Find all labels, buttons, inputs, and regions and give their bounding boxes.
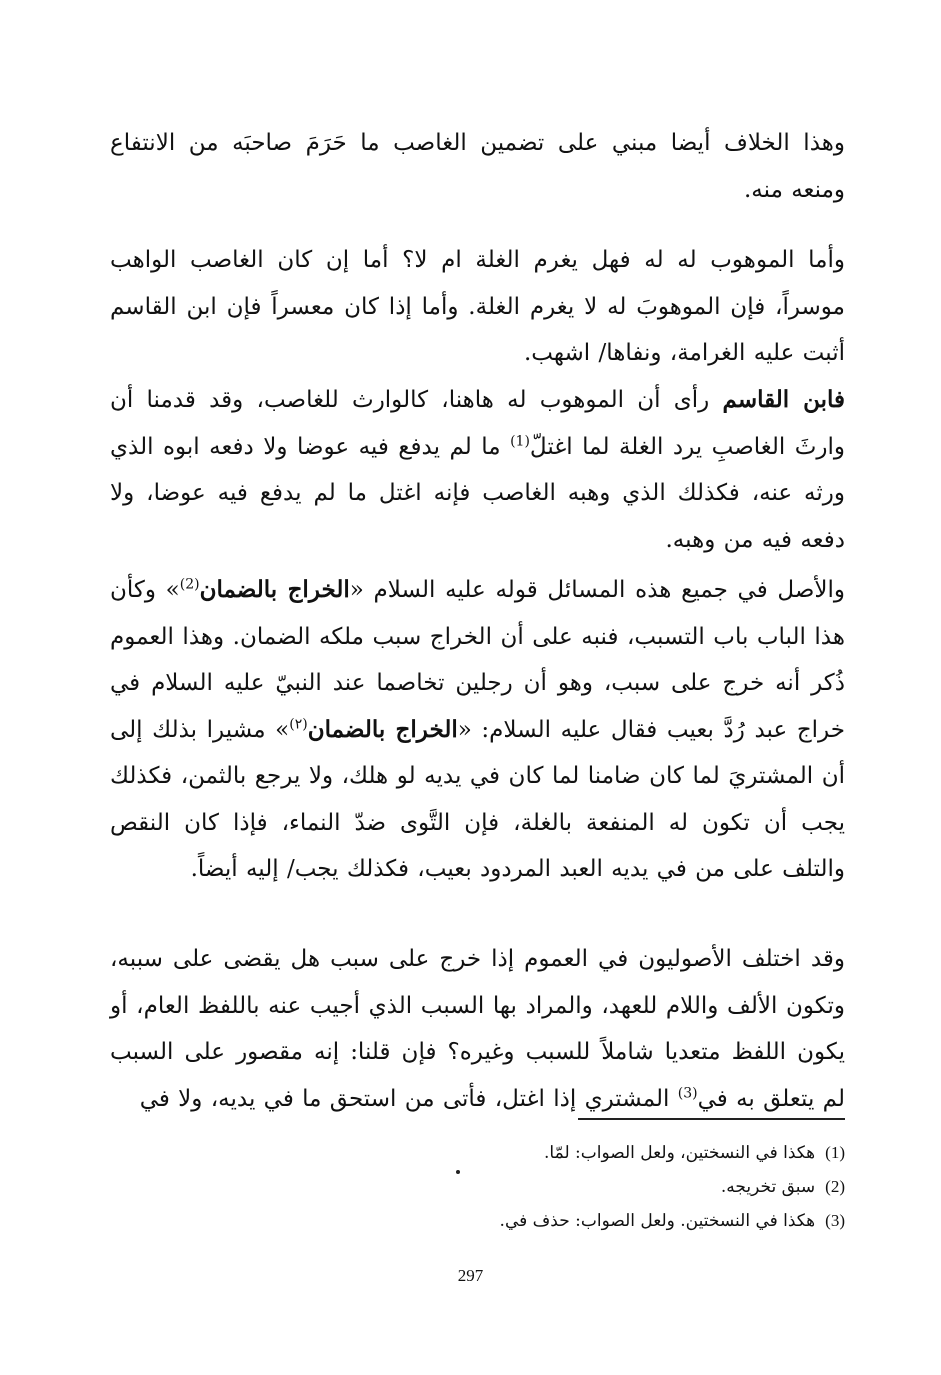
paragraph-5-text xyxy=(110,936,845,1122)
footnote-separator xyxy=(578,1118,845,1120)
footnote-ref-3: (3) xyxy=(677,1084,698,1101)
paragraph-3-text xyxy=(110,377,845,563)
paragraph-2 xyxy=(110,237,845,377)
footnote-1 xyxy=(300,1136,845,1170)
scan-speck xyxy=(456,1170,460,1174)
paragraph-3-part-1: رأى أن الموهوب له هاهنا، كالوارث للغاصب، وقد قدمنا أن وارثَ الغاصبِ يرد الغلة لما اغتلّ xyxy=(110,387,845,460)
footnote-1-text: هكذا في النسختين، ولعل الصواب: لمّا. xyxy=(544,1143,816,1163)
footnote-3-number: (3) xyxy=(825,1211,845,1230)
footnote-2-number: (2) xyxy=(825,1177,845,1196)
footnote-ref-2: (2) xyxy=(179,576,200,593)
footnote-2-text: سبق تخريجه. xyxy=(720,1177,816,1197)
hadith-quote-1: الخراج بالضمان xyxy=(199,576,350,603)
footnote-ref-2-repeat: (٢) xyxy=(289,715,308,732)
paragraph-5-part-1: وقد اختلف الأصوليون في العموم إذا خرج على سبب هل يقضى على سببه، وتكون الألف واللام للعهد، والمراد بها السبب الذي أجيب عنه باللفظ العام، أو يكون اللفظ متعديا شاملاً للسبب وغيره؟ فإن قلنا: إنه مقصور على السبب لم يتعلق به في xyxy=(110,946,845,1112)
footnote-1-number: (1) xyxy=(825,1143,845,1162)
paragraph-4-part-3: » مشيرا بذلك إلى أن المشتريَ لما كان ضامنا لما كان في يديه لو هلك، ولا يرجع بالثمن، فكذلك يجب أن تكون له المنفعة بالغلة، فإن التَّوى ضدّ النماء، فإذا كان النقص والتلف على من في يديه العبد المردود بعيب، فكذلك يجب/ إليه أيضاً. xyxy=(110,716,845,882)
bold-lead-ibn-al-qasim: فابن القاسم xyxy=(722,386,845,413)
footnotes xyxy=(300,1136,845,1238)
paragraph-3 xyxy=(110,377,845,563)
paragraph-1-text: وهذا الخلاف أيضا مبني على تضمين الغاصب ما حَرَمَ صاحبَه من الانتفاع ومنعه منه. xyxy=(110,130,845,203)
hadith-quote-2: الخراج بالضمان xyxy=(307,715,458,743)
paragraph-4-part-2: » وكأن هذا الباب باب التسبب، فنبه على أن الخراج سبب ملكه الضمان. وهذا العموم ذُكر أنه خرج على سبب، وهو أن رجلين تخاصما عند النبيّ عليه السلام في خراج عبد رُدَّ بعيب فقال عليه السلام: « xyxy=(110,577,845,743)
paragraph-4-text xyxy=(110,567,845,893)
paragraph-4-part-1: والأصل في جميع هذه المسائل قوله عليه السلام « xyxy=(349,577,845,603)
footnote-3 xyxy=(300,1204,845,1238)
paragraph-2-text: وأما الموهوب له له فهل يغرم الغلة ام لا؟ أما إن كان الغاصب الواهب موسراً، فإن الموهوبَ له لا يغرم الغلة. وأما إذا كان معسراً فإن ابن القاسم أثبت عليه الغرامة، ونفاها/ اشهب. xyxy=(110,247,845,366)
paragraph-5 xyxy=(110,936,845,1122)
paragraph-4 xyxy=(110,567,845,893)
paragraph-1 xyxy=(110,120,845,213)
page-number: 297 xyxy=(457,1266,484,1285)
footnote-ref-1: (1) xyxy=(510,432,530,449)
paragraph-3-part-2: ما لم يدفع فيه عوضا ولا دفعه ابوه الذي ورثه عنه، فكذلك الذي وهبه الغاصب فإنه اغتل ما لم يدفع فيه عوضا، ولا دفعه فيه من وهبه. xyxy=(110,433,845,553)
footnote-3-text: هكذا في النسختين. ولعل الصواب: حذف في. xyxy=(499,1211,816,1231)
footnote-2 xyxy=(300,1170,845,1204)
paragraph-5-part-2: المشتري إذا اغتل، فأتى من استحق ما في يديه، ولا في xyxy=(139,1085,670,1112)
